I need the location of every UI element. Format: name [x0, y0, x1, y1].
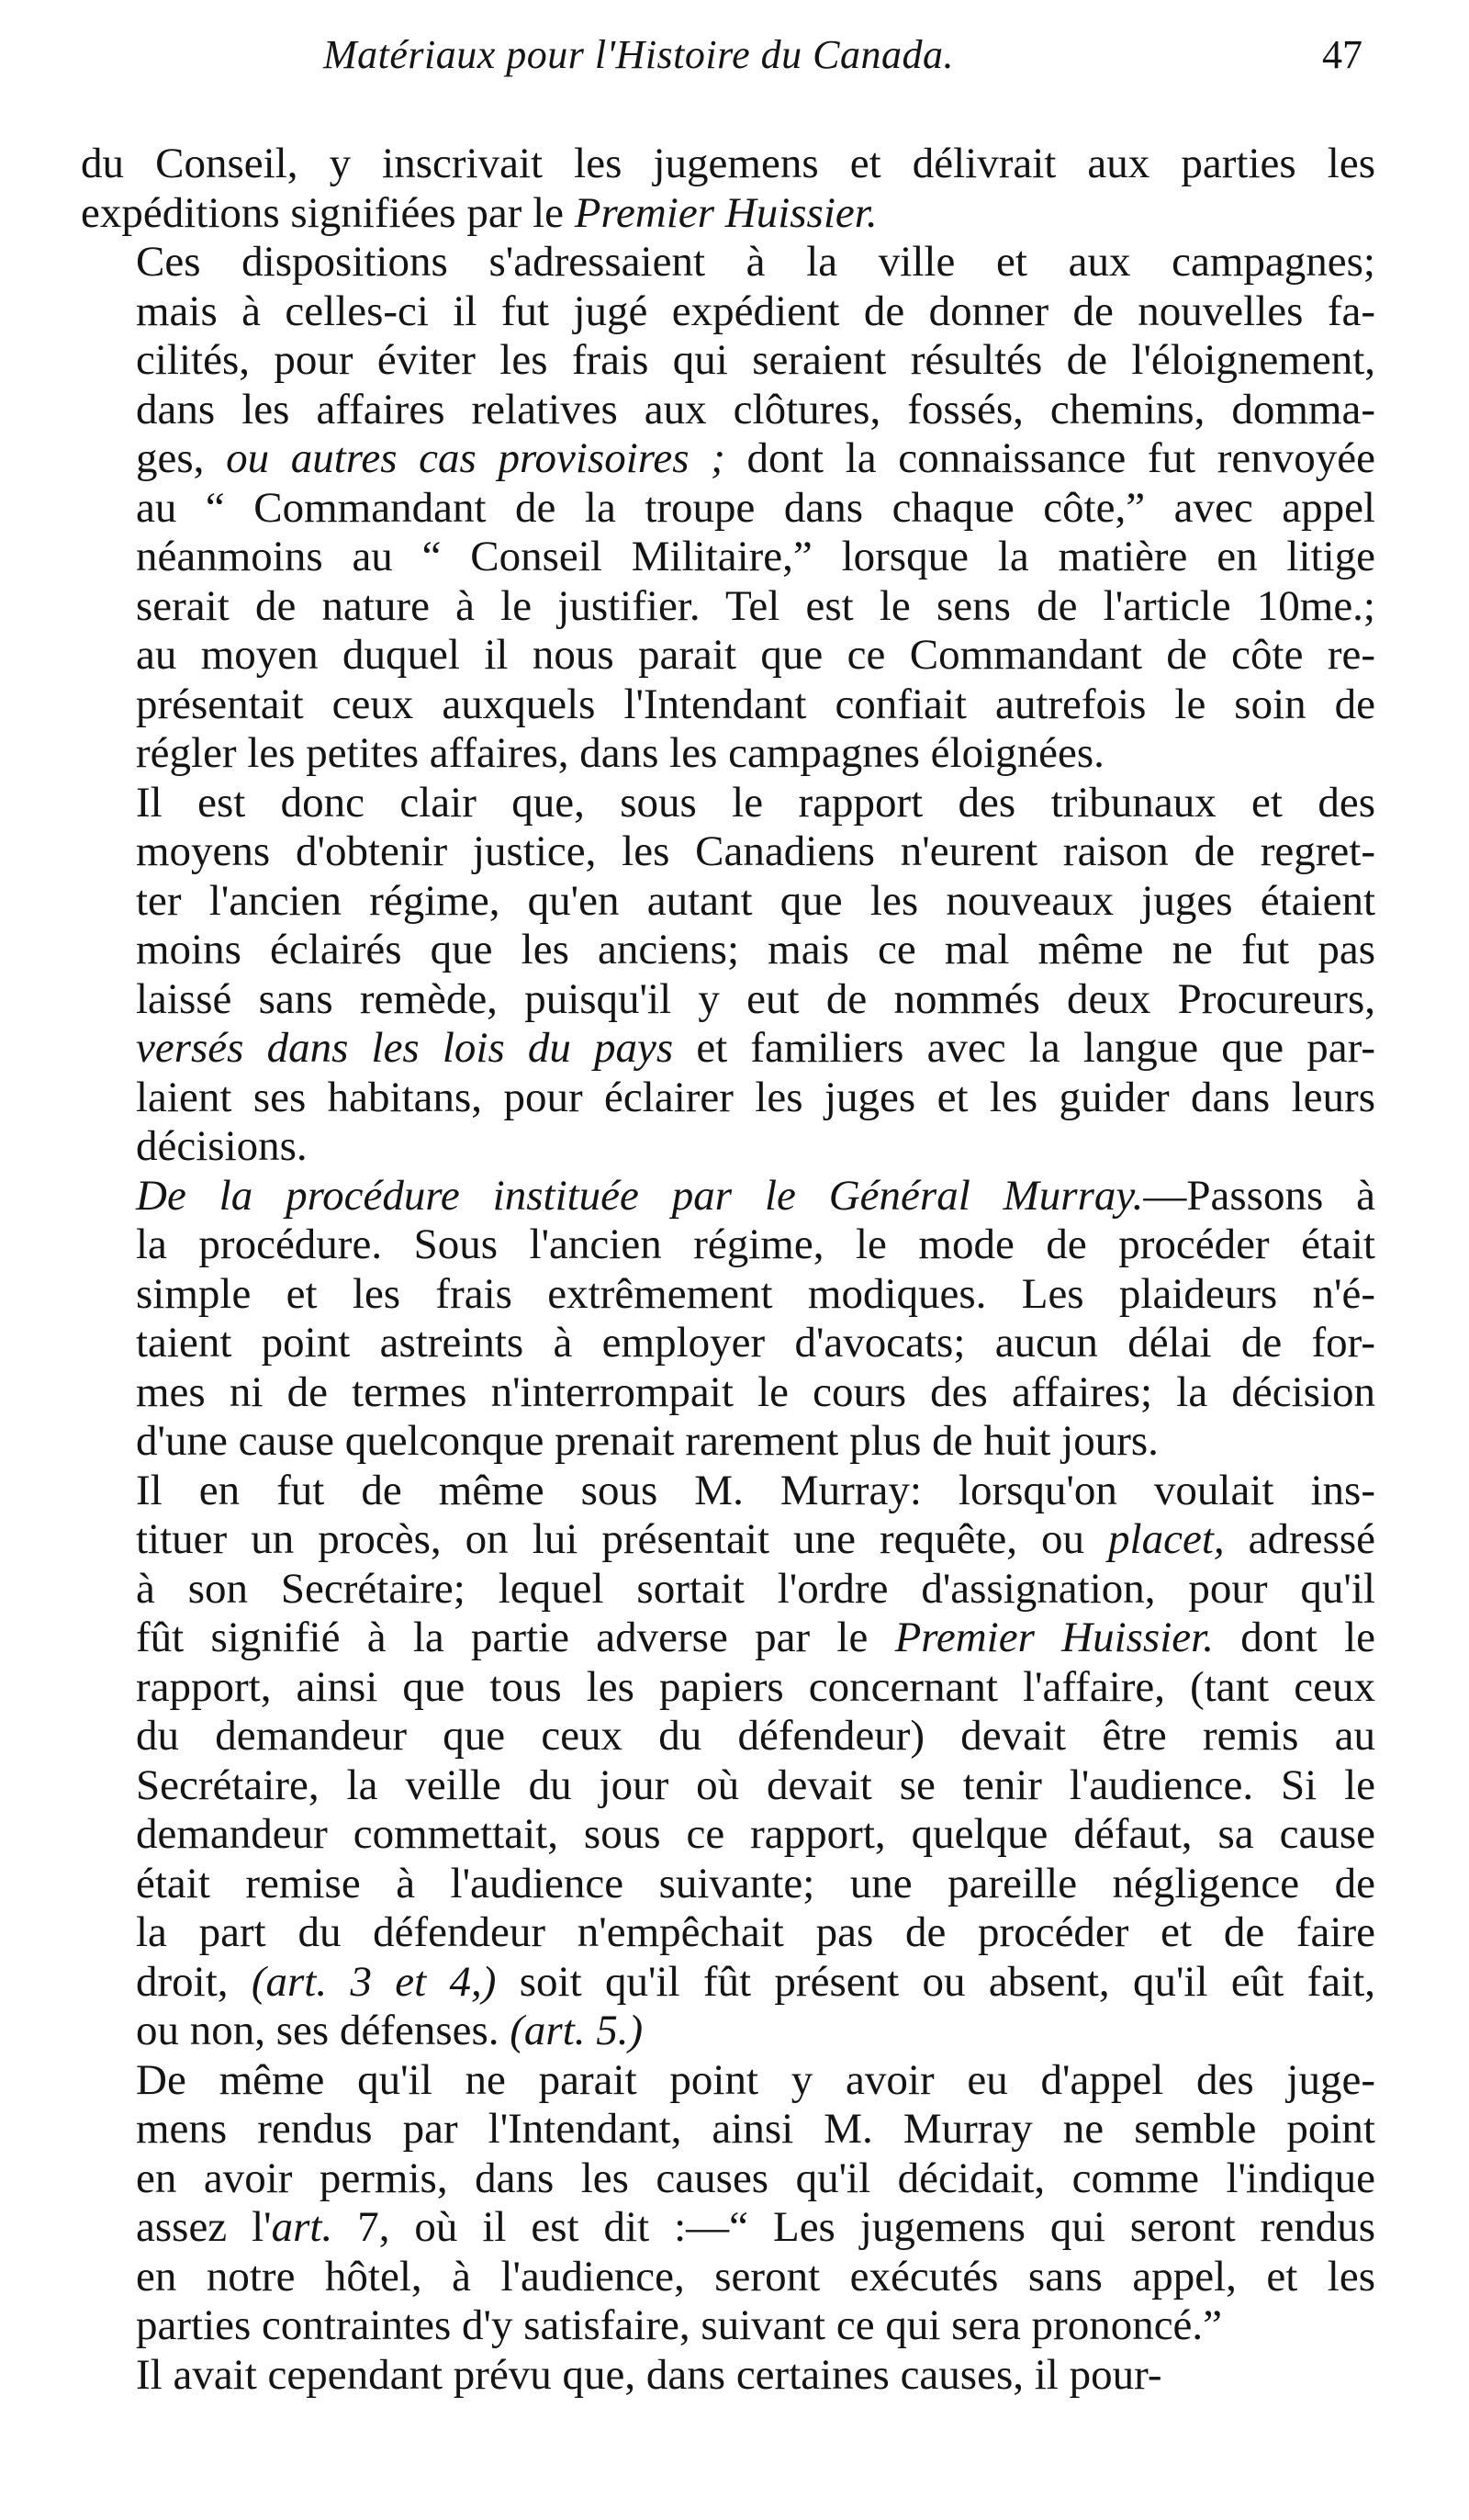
text-run: Il avait cependant prévu que, dans certaines causes, il pour- — [136, 2350, 1162, 2399]
italic-text: ou autres cas provisoires ; — [226, 434, 725, 482]
text-run: au “ Commandant de la troupe dans chaque côte,” avec appel — [136, 483, 1375, 532]
text-run: mes ni de termes n'interrompait le cours des affaires; la décision — [136, 1367, 1375, 1416]
text-run: rapport, ainsi que tous les papiers concernant l'affaire, (tant ceux — [136, 1662, 1375, 1711]
text-run: moyens d'obtenir justice, les Canadiens n'eurent raison de regret- — [136, 827, 1375, 875]
text-line — [81, 1515, 1375, 1565]
text-line — [81, 2056, 1375, 2106]
text-line — [81, 189, 1375, 239]
text-run: néanmoins au “ Conseil Militaire,” lorsque la matière en litige — [136, 533, 1375, 580]
text-run: Secrétaire, la veille du jour où devait se tenir l'audience. Si le — [136, 1761, 1375, 1809]
text-run: dans les affaires relatives aux clôtures, fossés, chemins, domma- — [136, 385, 1375, 433]
text-run: mais à celles-ci il fut jugé expédient de donner de nouvelles fa- — [136, 287, 1375, 335]
text-run: parties contraintes d'y satisfaire, suivant ce qui sera prononcé.” — [136, 2301, 1223, 2349]
paragraph — [81, 779, 1375, 1172]
italic-text: Premier Huissier. — [894, 1614, 1214, 1661]
text-line — [81, 1810, 1375, 1860]
text-line — [81, 1663, 1375, 1713]
text-line — [81, 1614, 1375, 1663]
text-line — [81, 1908, 1375, 1958]
text-run: en avoir permis, dans les causes qu'il décidait, comme l'indique — [136, 2154, 1375, 2202]
text-run: fût signifié à la partie adverse par le — [136, 1614, 895, 1661]
text-line — [81, 2007, 1375, 2056]
text-run: ter l'ancien régime, qu'en autant que les nouveaux juges étaient — [136, 876, 1375, 925]
text-run: d'une cause quelconque prenait rarement plus de huit jours. — [136, 1417, 1159, 1465]
text-line — [81, 1467, 1375, 1516]
text-run: —Passons à — [1143, 1171, 1375, 1220]
text-line — [81, 533, 1375, 582]
paragraph — [81, 2056, 1375, 2351]
text-run: laissé sans remède, puisqu'il y eut de nommés deux Procureurs, — [136, 974, 1375, 1023]
text-line — [81, 975, 1375, 1025]
text-line — [81, 926, 1375, 975]
text-line — [81, 1368, 1375, 1418]
text-line — [81, 1221, 1375, 1270]
text-run: dont le — [1213, 1614, 1375, 1661]
text-line — [81, 1565, 1375, 1614]
text-run: du Conseil, y inscrivait les jugemens et délivrait aux parties les — [81, 140, 1375, 187]
italic-text: (art. 5.) — [510, 2007, 644, 2054]
text-run: à son Secrétaire; lequel sortait l'ordre d'assignation, pour qu'il — [136, 1564, 1375, 1613]
text-run: expéditions signifiées par le — [81, 188, 575, 237]
text-run: soit qu'il fût présent ou absent, qu'il eût fait, — [496, 1957, 1375, 2006]
text-line — [81, 1122, 1375, 1172]
text-line — [81, 1958, 1375, 2008]
text-line — [81, 287, 1375, 337]
text-line — [81, 631, 1375, 681]
text-line — [81, 1712, 1375, 1761]
text-line — [81, 1024, 1375, 1074]
text-run: cilités, pour éviter les frais qui seraient résultés de l'éloignement, — [136, 336, 1375, 384]
text-run: et familiers avec la langue que par- — [673, 1024, 1375, 1072]
text-run: demandeur commettait, sous ce rapport, quelque défaut, sa cause — [136, 1810, 1375, 1858]
text-line — [81, 827, 1375, 877]
italic-text: (art. 3 et 4,) — [251, 1957, 497, 2006]
text-line — [81, 729, 1375, 779]
italic-text: versés dans les lois du pays — [136, 1024, 674, 1072]
text-run: 7, où il est dit :—“ Les jugemens qui seront rendus — [332, 2203, 1375, 2251]
text-line — [81, 681, 1375, 730]
text-run: ges, — [136, 434, 227, 482]
text-run: adressé — [1224, 1515, 1375, 1563]
text-line — [81, 336, 1375, 386]
text-run: décisions. — [136, 1122, 308, 1170]
text-line — [81, 779, 1375, 828]
text-line — [81, 1270, 1375, 1320]
paragraph — [81, 238, 1375, 779]
running-title: Matériaux pour l'Histoire du Canada. — [323, 32, 954, 77]
text-run: tituer un procès, on lui présentait une requête, ou — [136, 1515, 1109, 1563]
page-number: 47 — [1322, 32, 1362, 77]
text-line — [81, 434, 1375, 484]
text-run: serait de nature à le justifier. Tel est le sens de l'article 10me.; — [136, 581, 1375, 630]
italic-text: art. — [271, 2203, 333, 2251]
text-run: la part du défendeur n'empêchait pas de procéder et de faire — [136, 1908, 1375, 1956]
text-run: taient point astreints à employer d'avocats; aucun délai de for- — [136, 1319, 1375, 1367]
text-line — [81, 386, 1375, 435]
text-run: était remise à l'audience suivante; une pareille négligence de — [136, 1859, 1375, 1907]
text-run: présentait ceux auxquels l'Intendant confiait autrefois le soin de — [136, 680, 1375, 728]
text-line — [81, 484, 1375, 534]
text-run: du demandeur que ceux du défendeur) devait être remis au — [136, 1712, 1375, 1760]
italic-text: Premier Huissier. — [574, 188, 878, 237]
text-run: Ces dispositions s'adressaient à la ville et aux campagnes; — [136, 238, 1375, 286]
text-run: assez l' — [136, 2203, 272, 2251]
paragraph — [81, 1172, 1375, 1467]
text-line — [81, 2253, 1375, 2302]
text-run: Il est donc clair que, sous le rapport des tribunaux et des — [136, 778, 1375, 827]
text-run: ou non, ses défenses. — [136, 2007, 510, 2054]
text-line — [81, 2154, 1375, 2204]
paragraph — [81, 1467, 1375, 2056]
text-run: la procédure. Sous l'ancien régime, le mode de procéder était — [136, 1221, 1375, 1268]
text-line — [81, 877, 1375, 927]
text-line — [81, 2351, 1375, 2401]
text-line — [81, 1761, 1375, 1811]
text-run: régler les petites affaires, dans les campagnes éloignées. — [136, 729, 1105, 777]
text-run: droit, — [136, 1957, 252, 2006]
text-line — [81, 2301, 1375, 2351]
text-line — [81, 2105, 1375, 2154]
text-line — [81, 140, 1375, 189]
text-line — [81, 238, 1375, 287]
text-run: laient ses habitans, pour éclairer les juges et les guider dans leurs — [136, 1073, 1375, 1121]
text-line — [81, 1860, 1375, 1909]
text-run: moins éclairés que les anciens; mais ce mal même ne fut pas — [136, 926, 1375, 973]
text-line — [81, 2203, 1375, 2253]
text-run: Il en fut de même sous M. Murray: lorsqu'on voulait ins- — [136, 1466, 1375, 1514]
text-line — [81, 1074, 1375, 1123]
text-run: simple et les frais extrêmement modiques. Les plaideurs n'é- — [136, 1269, 1375, 1318]
body-text — [81, 140, 1375, 2400]
paragraph — [81, 2351, 1375, 2401]
text-line — [81, 1319, 1375, 1368]
text-run: au moyen duquel il nous parait que ce Commandant de côte re- — [136, 631, 1375, 679]
text-line — [81, 1172, 1375, 1221]
text-line — [81, 582, 1375, 632]
text-run: mens rendus par l'Intendant, ainsi M. Murray ne semble point — [136, 2105, 1375, 2153]
italic-text: placet, — [1108, 1515, 1225, 1563]
text-run: en notre hôtel, à l'audience, seront exécutés sans appel, et les — [136, 2252, 1375, 2301]
text-line — [81, 1417, 1375, 1467]
paragraph — [81, 140, 1375, 238]
text-run: De même qu'il ne parait point y avoir eu d'appel des juge- — [136, 2055, 1375, 2104]
text-run: dont la connaissance fut renvoyée — [724, 434, 1375, 482]
italic-text: De la procédure instituée par le Général Murray. — [136, 1171, 1144, 1220]
